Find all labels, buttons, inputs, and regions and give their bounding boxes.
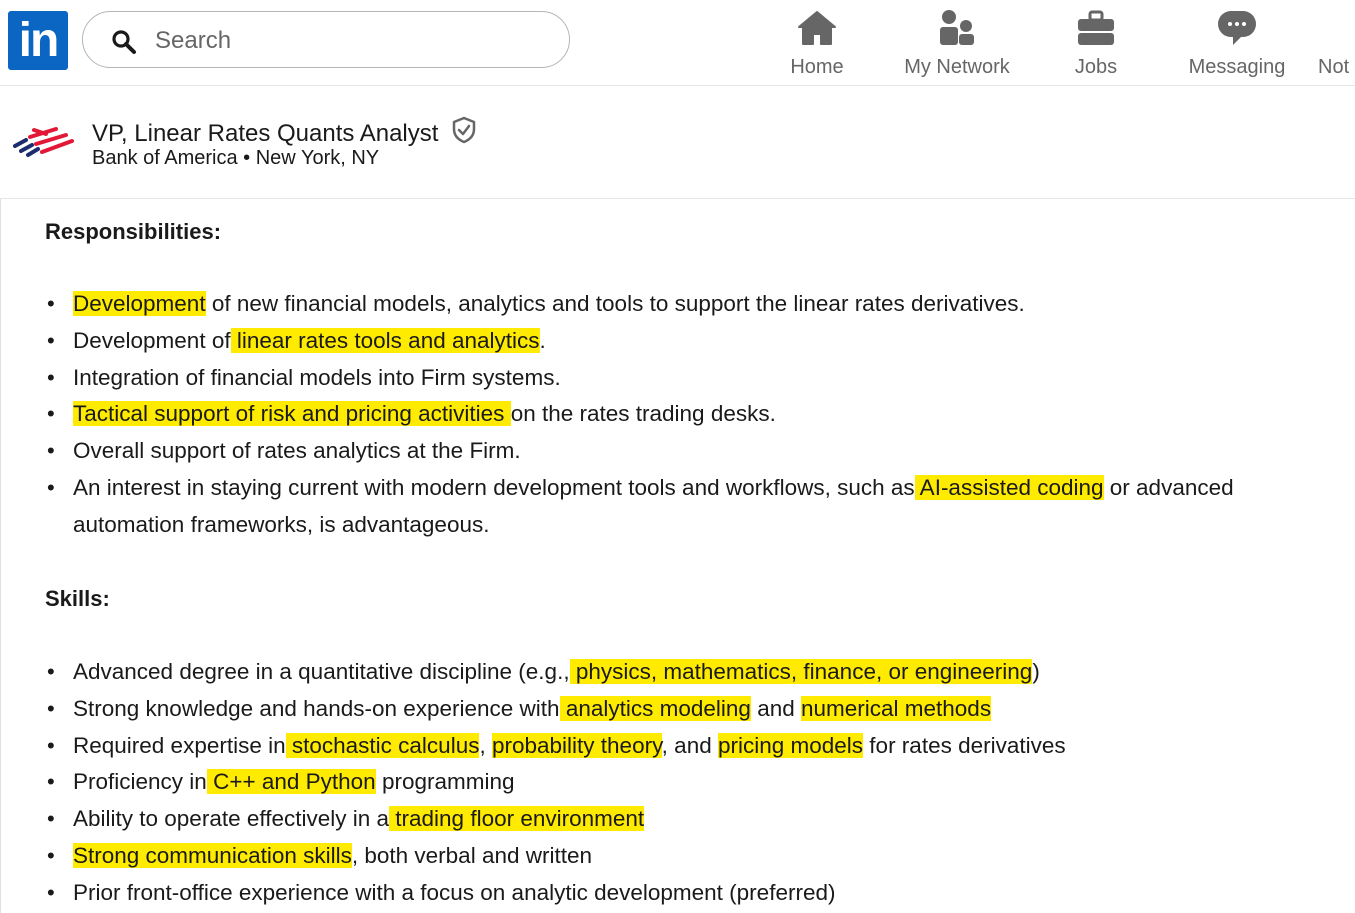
nav-jobs-label: Jobs [1074, 56, 1118, 78]
item-text: programming [375, 769, 515, 795]
item-text: and [750, 695, 801, 721]
search-input[interactable] [153, 22, 537, 60]
item-text: Prior front-office experience with a focus on analytic development (preferred) [73, 879, 836, 905]
job-title [92, 116, 477, 151]
highlighted-text: probability theory [491, 732, 662, 758]
item-text: , both verbal and written [351, 842, 592, 868]
nav-my-network-label: My Network [904, 56, 1010, 78]
item-text: Integration of financial models into Firm systems. [73, 364, 561, 390]
item-text: of new financial models, analytics and tools to support the linear rates derivatives. [205, 291, 1025, 316]
item-text: Development of [73, 327, 231, 353]
nav-notifications[interactable] [1318, 6, 1355, 79]
nav-messaging-label: Messaging [1188, 56, 1286, 78]
skills-list [45, 654, 1345, 912]
responsibility-item [45, 286, 1345, 323]
item-text: Strong knowledge and hands-on experience with [73, 695, 560, 721]
skill-item [45, 691, 1345, 728]
responsibilities-list [45, 286, 1345, 544]
network-icon [898, 6, 1016, 50]
highlighted-text: physics, mathematics, finance, or engineering [569, 659, 1033, 684]
item-text: on the rates trading desks. [510, 401, 776, 427]
item-text: . [539, 327, 546, 353]
company-logo[interactable] [12, 124, 76, 169]
highlighted-text: trading floor environment [389, 806, 645, 832]
nav-notifications-label: Not [1318, 56, 1350, 78]
highlighted-text: analytics modeling [559, 695, 751, 721]
responsibility-item [45, 323, 1345, 360]
item-text: An interest in staying current with modern development tools and workflows, such as [73, 474, 915, 500]
responsibility-item [45, 396, 1345, 433]
linkedin-logo[interactable]: in [8, 11, 68, 70]
company-location: Bank of America • New York, NY [92, 147, 380, 169]
highlighted-text: pricing models [717, 732, 864, 758]
item-text: or advanced automation frameworks, is advantageous. [73, 474, 1234, 537]
skills-heading: Skills: [45, 586, 110, 611]
skill-item [45, 728, 1345, 765]
chat-icon [1184, 6, 1290, 50]
highlighted-text: stochastic calculus [285, 732, 480, 758]
responsibilities-heading: Responsibilities: [45, 219, 222, 244]
skill-item [45, 838, 1345, 875]
responsibility-item [45, 470, 1345, 544]
job-title-text: VP, Linear Rates Quants Analyst [92, 120, 439, 147]
highlighted-text: Tactical support of risk and pricing activities [73, 401, 511, 427]
skill-item [45, 875, 1345, 912]
item-text: Overall support of rates analytics at the Firm. [73, 438, 521, 464]
item-text: Proficiency in [73, 769, 207, 795]
responsibility-item [45, 360, 1345, 397]
bell-icon [1318, 6, 1355, 50]
top-navigation-bar [0, 0, 1355, 86]
item-text: for rates derivatives [863, 732, 1066, 758]
verified-shield-icon [451, 116, 477, 151]
highlighted-text: linear rates tools and analytics [230, 327, 540, 353]
nav-home-label: Home [790, 56, 844, 78]
item-text: , and [661, 732, 718, 758]
highlighted-text: Strong communication skills [73, 842, 352, 868]
highlighted-text: numerical methods [800, 695, 992, 721]
job-description [0, 199, 1355, 913]
skill-item [45, 764, 1345, 801]
item-text: Required expertise in [73, 732, 286, 758]
highlighted-text: C++ and Python [206, 769, 376, 795]
highlighted-text: AI-assisted coding [914, 474, 1104, 500]
skill-item [45, 654, 1345, 691]
item-text: , [479, 732, 492, 758]
nav-messaging[interactable] [1184, 6, 1290, 79]
search-icon [111, 29, 137, 55]
highlighted-text: Development [73, 291, 206, 316]
search-box[interactable] [82, 11, 570, 68]
responsibility-item [45, 433, 1345, 470]
item-text: Advanced degree in a quantitative discipline (e.g., [73, 659, 570, 684]
nav-home[interactable] [786, 6, 848, 79]
skill-item [45, 801, 1345, 838]
nav-my-network[interactable] [898, 6, 1016, 79]
item-text: ) [1032, 659, 1040, 684]
home-icon [786, 6, 848, 50]
item-text: Ability to operate effectively in a [73, 806, 390, 832]
nav-jobs[interactable] [1070, 6, 1122, 79]
briefcase-icon [1070, 6, 1122, 50]
